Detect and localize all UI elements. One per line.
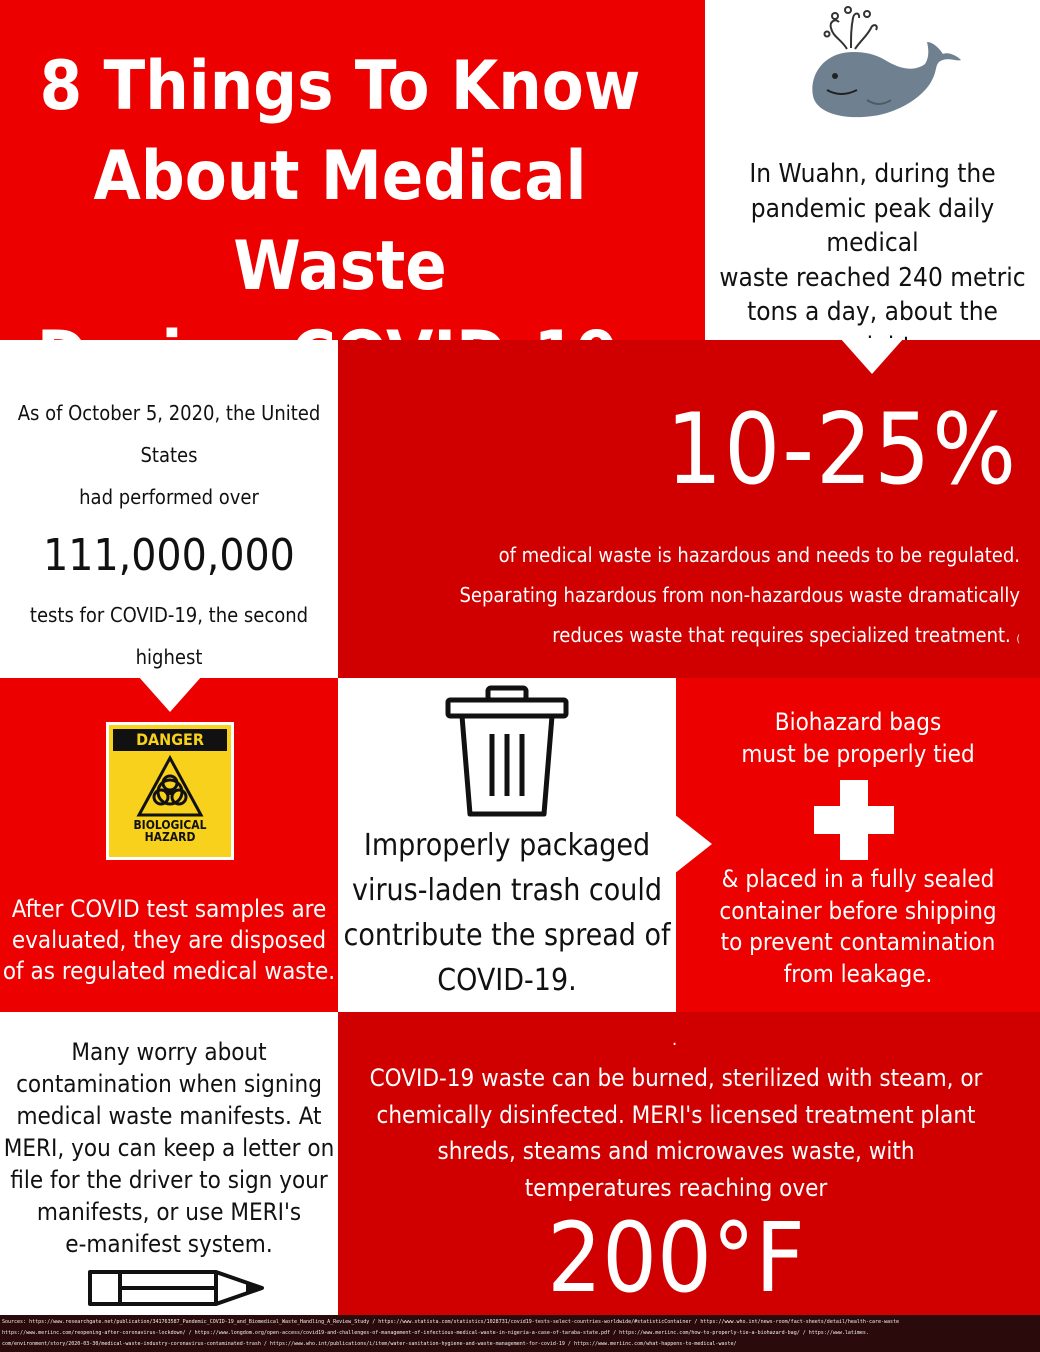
trash-line: contribute the spread of [343,918,671,953]
disposal-line: of as regulated medical waste. [2,957,336,985]
tests-fact-block [0,340,338,678]
bags-top-line: Biohazard bags [774,708,942,736]
treatment-fact-block [338,1012,1040,1315]
manifest-fact-block [0,1012,338,1315]
treatment-fact-text [338,1060,1014,1206]
whale-line: tons a day, about the [747,297,998,327]
manifest-line: contamination when signing [16,1070,322,1098]
hazard-line-3-text: reduces waste that requires specialized treatment. [552,623,1011,647]
biohazard-label [109,819,231,843]
trash-can-icon [442,684,572,822]
whale-icon [805,4,965,122]
tests-number: 111,000,000 [43,530,295,581]
sources-footer [0,1315,1040,1352]
pencil-icon [86,1266,268,1310]
title-line-2: About Medical Waste [93,137,587,306]
tests-line-3: tests for COVID-19, the second highest [29,603,309,669]
disposal-line: After COVID test samples are [11,895,327,923]
hazard-mark: ( [1016,634,1020,645]
title-block [0,0,705,340]
trash-fact-text [338,823,676,1003]
whale-line: waste reached 240 metric [719,262,1026,293]
bags-bottom-line: from leakage. [783,959,933,988]
manifest-line: medical waste manifests. At [16,1102,322,1130]
medical-cross-icon [812,778,896,862]
bags-fact-block [676,678,1040,1012]
treatment-dot: . [672,1029,678,1050]
tests-line-1: As of October 5, 2020, the United States [17,401,321,467]
danger-header: DANGER [113,729,227,751]
bags-bottom-line: to prevent contamination [720,928,996,956]
treatment-temperature: 200°F [547,1202,805,1314]
hazard-percent: 10-25% [666,393,1018,507]
manifest-line: manifests, or use MERI's [36,1198,302,1226]
trash-pointer [674,814,712,874]
whale-fact-block [705,0,1040,340]
danger-sign [106,722,234,860]
treatment-line: chemically disinfected. MERI's licensed treatment plant [376,1100,976,1129]
hazard-fact-block [338,340,1040,678]
bags-top-line: must be properly tied [741,740,975,768]
danger-sign-face [109,725,231,857]
whale-pointer [840,338,904,374]
bags-bottom-line: container before shipping [719,896,997,925]
disposal-line: evaluated, they are disposed [11,926,327,954]
hazard-line-2: Separating hazardous from non-hazardous waste dramatically [459,583,1020,607]
disposal-fact-text [0,894,338,987]
trash-line: COVID-19. [437,963,577,998]
disposal-fact-block [0,678,338,1012]
biohazard-label-line: HAZARD [144,830,196,844]
biohazard-label-line: BIOLOGICAL [133,818,207,832]
sources-line: https://www.meriinc.com/reopening-after-coronavirus-lockdown/ / https://www.longdom.org/open-access/covid19-and-challenges-of-management-of-infectious-medical-waste-in-nigeria-a-case-of-taraba-state.pdf / https://www.meriinc.com/how-to-properly-tie-a-biohazard-bag/ / https://www.latimes. [2,1330,869,1336]
bags-bottom-text [676,864,1040,990]
treatment-line: shreds, steams and microwaves waste, with [437,1137,915,1165]
biohazard-icon [136,755,204,819]
whale-line: pandemic peak daily medical [750,193,995,258]
title-line-1: 8 Things To Know [39,47,641,126]
hazard-line-1: of medical waste is hazardous and needs to be regulated. [498,543,1020,567]
sources-line: Sources: https://www.researchgate.net/publication/341763587_Pandemic_COVID-19_and_Biomedical_Waste_Handling_A_Review_Study / https://www.statista.com/statistics/1028731/covid19-tests-select-countries-worldwide/#statisticContainer / https://www.who.int/news-room/fact-sheets/detail/health-care-waste [2,1319,900,1325]
whale-line: In Wuahn, during the [749,159,996,189]
sources-text [2,1317,1038,1350]
manifest-line: e-manifest system. [65,1230,273,1258]
tests-fact-text [0,392,338,720]
trash-line: virus-laden trash could [352,873,662,908]
treatment-line: COVID-19 waste can be burned, sterilized with steam, or [369,1064,983,1092]
manifest-line: MERI, you can keep a letter on [3,1134,335,1162]
manifest-line: Many worry about [71,1038,267,1066]
trash-line: Improperly packaged [363,828,651,863]
tests-line-2: had performed over [79,485,259,509]
manifest-fact-text [0,1036,338,1260]
bags-bottom-line: & placed in a fully sealed [721,865,995,893]
trash-fact-block [338,678,676,1012]
manifest-line: file for the driver to sign your [10,1166,328,1194]
hazard-line-3 [459,615,1020,660]
bags-top-text [676,706,1040,770]
sources-line: com/environment/story/2020-03-30/medical-waste-industry-coronavirus-contaminated-trash / https://www.who.int/publications/i/item/water-sanitation-hygiene-and-waste-management-for-covid-19 / https://www.meriinc.com/what-happens-to-medical-waste/ [2,1341,737,1347]
hazard-fact-text [459,535,1020,660]
tests-pointer [138,676,202,712]
treatment-line: temperatures reaching over [524,1173,828,1202]
